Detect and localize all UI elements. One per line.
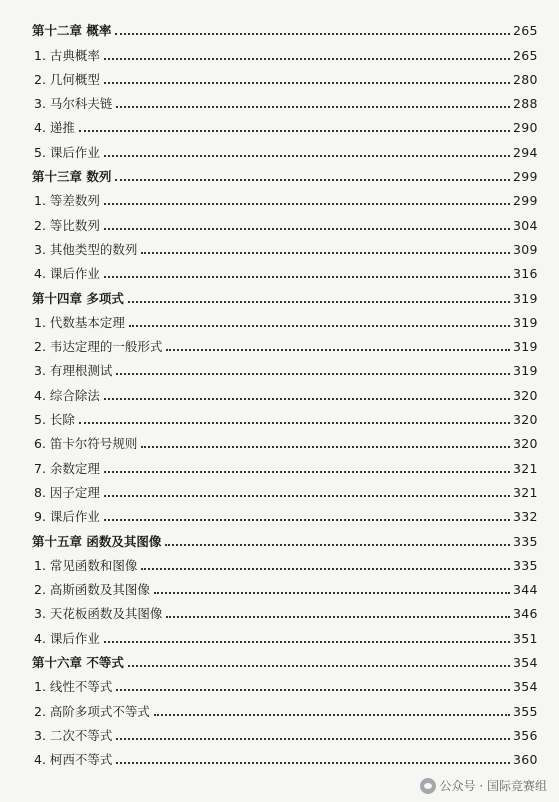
dot-leader — [79, 130, 510, 132]
toc-section-row — [0, 403, 559, 427]
toc-section-row — [0, 354, 559, 378]
toc-entry-title: 2. 韦达定理的一般形式 — [34, 339, 163, 355]
toc-entry-title: 2. 等比数列 — [34, 217, 100, 233]
toc-entry-title: 1. 常见函数和图像 — [34, 557, 138, 573]
toc-section-row — [0, 111, 559, 135]
toc-entry-title: 2. 高斯函数及其图像 — [34, 582, 150, 598]
toc-section-row — [0, 330, 559, 354]
toc-section-row — [0, 719, 559, 743]
toc-page-number: 354 — [513, 679, 538, 695]
dot-leader — [104, 155, 510, 157]
toc-section-row — [0, 621, 559, 645]
toc-entry-title: 1. 线性不等式 — [34, 679, 113, 695]
toc-entry-title: 9. 课后作业 — [34, 509, 100, 525]
toc-entry-title: 第十二章 概率 — [32, 23, 112, 39]
toc-page-number: 294 — [513, 144, 538, 160]
dot-leader — [104, 82, 510, 84]
dot-leader — [104, 471, 510, 473]
dot-leader — [104, 228, 510, 230]
toc-entry-title: 第十四章 多项式 — [32, 290, 124, 306]
dot-leader — [128, 301, 510, 303]
toc-entry-title: 6. 笛卡尔符号规则 — [34, 436, 138, 452]
dot-leader — [104, 641, 510, 643]
toc-page-number: 321 — [513, 484, 538, 500]
toc-page-number: 319 — [513, 314, 538, 330]
toc-entry-title: 4. 课后作业 — [34, 266, 100, 282]
dot-leader — [141, 446, 510, 448]
dot-leader — [115, 33, 510, 35]
toc-entry-title: 3. 其他类型的数列 — [34, 241, 138, 257]
toc-page-number: 316 — [513, 266, 538, 282]
toc-page-number: 299 — [513, 193, 538, 209]
toc-section-row — [0, 38, 559, 62]
toc-page-number: 335 — [513, 533, 538, 549]
dot-leader — [104, 276, 510, 278]
toc-entry-title: 1. 等差数列 — [34, 193, 100, 209]
toc-section-row — [0, 549, 559, 573]
toc-chapter-row — [0, 160, 559, 184]
toc-section-row — [0, 208, 559, 232]
dot-leader — [128, 665, 510, 667]
toc-page-number: 320 — [513, 436, 538, 452]
toc-section-row — [0, 87, 559, 111]
toc-section-row — [0, 233, 559, 257]
dot-leader — [116, 738, 510, 740]
dot-leader — [104, 398, 510, 400]
dot-leader — [116, 689, 510, 691]
toc-entry-title: 1. 古典概率 — [34, 47, 100, 63]
dot-leader — [141, 568, 510, 570]
toc-entry-title: 2. 高阶多项式不等式 — [34, 703, 150, 719]
toc-entry-title: 4. 柯西不等式 — [34, 752, 113, 768]
toc-section-row — [0, 597, 559, 621]
toc-page-number: 288 — [513, 96, 538, 112]
dot-leader — [116, 762, 510, 764]
toc-entry-title: 1. 代数基本定理 — [34, 314, 125, 330]
dot-leader — [104, 519, 510, 521]
toc-chapter-row — [0, 524, 559, 548]
toc-section-row — [0, 500, 559, 524]
toc-page-number: 265 — [513, 47, 538, 63]
toc-entry-title: 第十五章 函数及其图像 — [32, 533, 162, 549]
dot-leader — [154, 592, 510, 594]
watermark — [420, 777, 547, 794]
toc-page-number: 355 — [513, 703, 538, 719]
toc-page-number: 304 — [513, 217, 538, 233]
toc-section-row — [0, 306, 559, 330]
toc-entry-title: 3. 天花板函数及其图像 — [34, 606, 163, 622]
toc-section-row — [0, 573, 559, 597]
toc-page-number: 356 — [513, 727, 538, 743]
toc-entry-title: 第十六章 不等式 — [32, 655, 124, 671]
toc-page-number: 320 — [513, 412, 538, 428]
dot-leader — [115, 179, 510, 181]
dot-leader — [116, 373, 510, 375]
dot-leader — [166, 616, 510, 618]
toc-page-number: 299 — [513, 169, 538, 185]
toc-page-number: 320 — [513, 387, 538, 403]
toc-section-row — [0, 427, 559, 451]
toc-section-row — [0, 63, 559, 87]
toc-page-number: 351 — [513, 630, 538, 646]
toc-entry-title: 3. 马尔科夫链 — [34, 96, 113, 112]
toc-entry-title: 4. 递推 — [34, 120, 75, 136]
dot-leader — [104, 203, 510, 205]
watermark-text: 公众号 · 国际竞赛组 — [439, 779, 547, 793]
toc-page-number: 360 — [513, 752, 538, 768]
toc-page-number: 309 — [513, 241, 538, 257]
toc-page-number: 344 — [513, 582, 538, 598]
toc-chapter-row — [0, 281, 559, 305]
dot-leader — [79, 422, 510, 424]
toc-entry-title: 5. 课后作业 — [34, 144, 100, 160]
toc-page-number: 290 — [513, 120, 538, 136]
toc-entry-title: 5. 长除 — [34, 412, 75, 428]
toc-chapter-row — [0, 14, 559, 38]
toc-page-number: 332 — [513, 509, 538, 525]
table-of-contents — [0, 14, 559, 767]
dot-leader — [166, 349, 510, 351]
toc-page-number: 319 — [513, 290, 538, 306]
toc-section-row — [0, 476, 559, 500]
wechat-icon — [420, 778, 436, 794]
toc-entry-title: 8. 因子定理 — [34, 484, 100, 500]
dot-leader — [165, 544, 510, 546]
toc-entry-title: 4. 课后作业 — [34, 630, 100, 646]
toc-chapter-row — [0, 646, 559, 670]
toc-page-number: 319 — [513, 339, 538, 355]
toc-page-number: 354 — [513, 655, 538, 671]
toc-entry-title: 2. 几何概型 — [34, 71, 100, 87]
dot-leader — [104, 58, 510, 60]
toc-section-row — [0, 257, 559, 281]
toc-entry-title: 第十三章 数列 — [32, 169, 112, 185]
dot-leader — [154, 714, 510, 716]
toc-section-row — [0, 670, 559, 694]
toc-page-number: 319 — [513, 363, 538, 379]
dot-leader — [116, 106, 510, 108]
toc-page-number: 335 — [513, 557, 538, 573]
toc-section-row — [0, 451, 559, 475]
toc-section-row — [0, 135, 559, 159]
toc-entry-title: 3. 二次不等式 — [34, 727, 113, 743]
toc-page-number: 280 — [513, 71, 538, 87]
toc-section-row — [0, 743, 559, 767]
toc-page-number: 346 — [513, 606, 538, 622]
toc-page-number: 321 — [513, 460, 538, 476]
toc-section-row — [0, 378, 559, 402]
toc-entry-title: 7. 余数定理 — [34, 460, 100, 476]
dot-leader — [104, 495, 510, 497]
dot-leader — [129, 325, 510, 327]
toc-entry-title: 4. 综合除法 — [34, 387, 100, 403]
toc-page-number: 265 — [513, 23, 538, 39]
toc-entry-title: 3. 有理根测试 — [34, 363, 113, 379]
toc-section-row — [0, 694, 559, 718]
dot-leader — [141, 252, 510, 254]
toc-section-row — [0, 184, 559, 208]
